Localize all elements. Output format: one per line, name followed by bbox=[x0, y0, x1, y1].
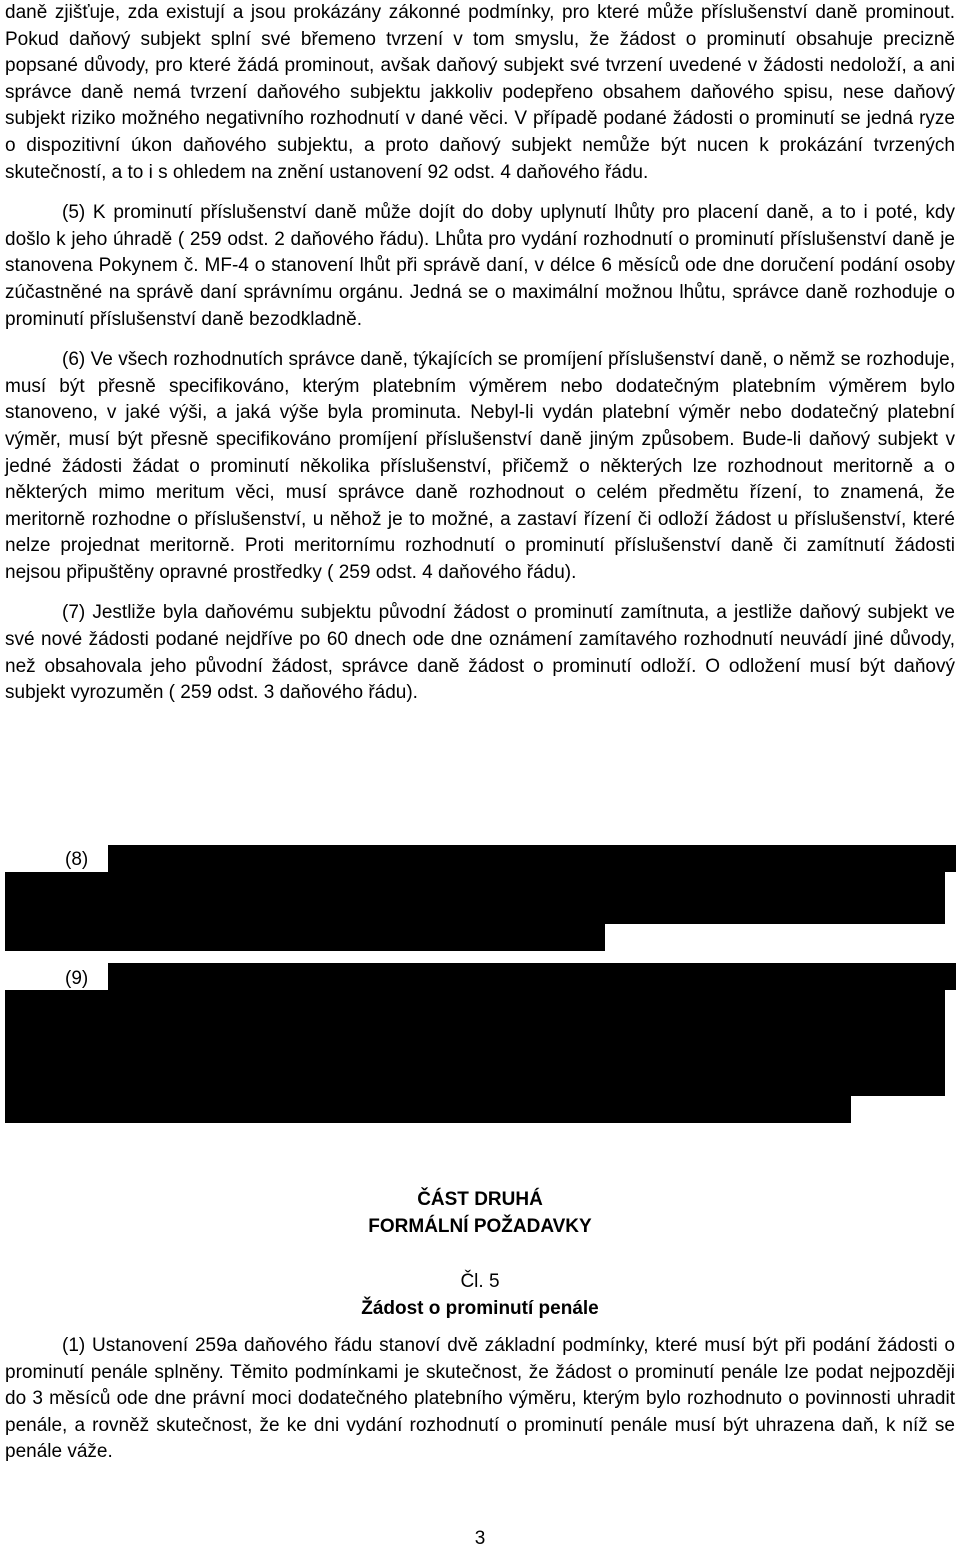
redaction-block bbox=[5, 924, 605, 951]
redaction-block bbox=[5, 872, 945, 924]
paragraph-5: (5) K prominutí příslušenství daně může dojít do doby uplynutí lhůty pro placení daně, a to i poté, kdy došlo k jeho úhradě ( 259 odst. 2 daňového řádu). Lhůta pro vydání rozhodnutí o prominutí příslušenství daně je stanovena Pokynem č. MF-4 o stanovení lhůt při správě daní, v délce 6 měsíců ode dne doručení podání osoby zúčastněné na správě daní správnímu orgánu. Jedná se o maximální možnou lhůtu, správce daně rozhoduje o prominutí příslušenství daně bezodkladně. bbox=[5, 202, 955, 330]
part-subtitle: FORMÁLNÍ POŽADAVKY bbox=[368, 1216, 592, 1237]
article-heading bbox=[0, 1268, 960, 1322]
redaction-block bbox=[5, 990, 945, 1096]
paragraph-7: (7) Jestliže byla daňovému subjektu původní žádost o prominutí zamítnuta, a jestliže daňový subjekt ve své nové žádosti podané nejdříve po 60 dnech ode dne oznámení zamítavého rozhodnutí neuvádí jiné důvody, než obsahovala jeho původní žádost, správce daně žádost o prominutí odloží. O odložení musí být daňový subjekt vyrozuměn ( 259 odst. 3 daňového řádu). bbox=[5, 602, 955, 704]
article-title: Žádost o prominutí penále bbox=[361, 1298, 599, 1319]
redaction-block bbox=[5, 1096, 851, 1123]
article-number: Čl. 5 bbox=[460, 1271, 500, 1292]
part-title: ČÁST DRUHÁ bbox=[417, 1189, 543, 1210]
document-page bbox=[5, 0, 955, 707]
paragraph-9-label: (9) bbox=[65, 968, 89, 989]
page-number: 3 bbox=[474, 1528, 486, 1549]
redaction-block bbox=[108, 845, 956, 872]
article-body bbox=[5, 1333, 955, 1466]
redaction-block bbox=[108, 963, 956, 990]
paragraph-8-label: (8) bbox=[65, 849, 89, 870]
paragraph-intro: daně zjišťuje, zda existují a jsou prokázány zákonné podmínky, pro které může příslušenství daně prominout. Pokud daňový subjekt splní své břemeno tvrzení v tom smyslu, že žádost o prominutí obsahuje precizně popsané důvody, pro které žádá prominout, avšak daňový subjekt své tvrzení uvedené v žádosti nedoloží, a ani správce daně nemá tvrzení daňového subjektu jakkoliv podepřeno obsahem daňového spisu, nese daňový subjekt riziko možného negativního rozhodnutí v dané věci. V případě podané žádosti o prominutí se jedná ryze o dispozitivní úkon daňového subjektu, a proto daňový subjekt nemůže být nucen k prokázání tvrzených skutečností, a to i s ohledem na znění ustanovení 92 odst. 4 daňového řádu. bbox=[5, 2, 955, 183]
article-paragraph-1: (1) Ustanovení 259a daňového řádu stanoví dvě základní podmínky, které musí být při podání žádosti o prominutí penále splněny. Těmito podmínkami je skutečnost, že žádost o prominutí penále lze podat nejpozději do 3 měsíců ode dne právní moci dodatečného platebního výměru, kterým bylo rozhodnuto o povinnosti uhradit penále, a rovněž skutečnost, že ke dni vydání rozhodnutí o prominutí penále musí být uhrazena daň, k níž se penále váže. bbox=[5, 1335, 955, 1463]
part-heading bbox=[0, 1186, 960, 1240]
paragraph-6: (6) Ve všech rozhodnutích správce daně, týkajících se promíjení příslušenství daně, o němž se rozhoduje, musí být přesně specifikováno, kterým platebním výměrem nebo dodatečným platebním výměrem bylo stanoveno, v jaké výši, a jaká výše byla prominuta. Nebyl-li vydán platební výměr nebo dodatečný platební výměr, musí být přesně specifikováno promíjení příslušenství daně jiným způsobem. Bude-li daňový subjekt v jedné žádosti žádat o prominutí několika příslušenství, přičemž o některých lze rozhodnout meritorně a o některých mimo meritum věci, musí správce daně rozhodnout o celém předmětu řízení, to znamená, že meritorně rozhodne o příslušenství, u něhož je to možné, a zastaví řízení či odloží žádost u příslušenství, které nelze projednat meritorně. Proti meritornímu rozhodnutí o prominutí příslušenství daně či zamítnutí žádosti nejsou připuštěny opravné prostředky ( 259 odst. 4 daňového řádu). bbox=[5, 349, 955, 583]
